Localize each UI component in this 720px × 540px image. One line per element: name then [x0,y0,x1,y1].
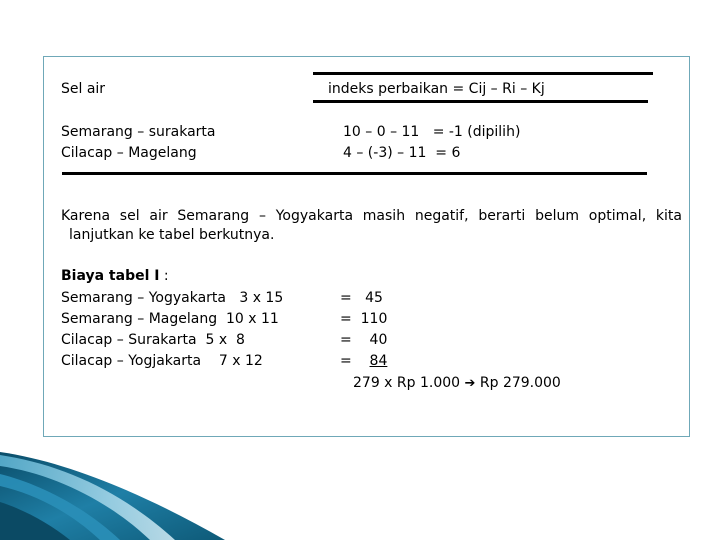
cost-route-3: Cilacap – Surakarta 5 x 8 [61,332,245,348]
row-route-2: Cilacap – Magelang [61,145,197,161]
paragraph-line-2: lanjutkan ke tabel berkutnya. [69,227,275,243]
cost-eq-2: = 110 [340,311,388,327]
row-calc-1: 10 – 0 – 11 = -1 (dipilih) [343,124,521,140]
bottom-rule [62,172,647,175]
top-rule [313,72,653,75]
row-route-1: Semarang – surakarta [61,124,216,140]
cost-eq-3: = 40 [340,332,388,348]
explanation-paragraph [61,207,682,245]
cost-total-left: 279 x Rp 1.000 [353,375,461,391]
cost-route-4: Cilacap – Yogjakarta 7 x 12 [61,353,263,369]
cost-eq-1: = 45 [340,290,383,306]
cost-route-1: Semarang – Yogyakarta 3 x 15 [61,290,284,306]
cost-title [61,268,169,285]
cost-title-rest: : [159,268,169,284]
header-left-label: Sel air [61,81,106,97]
cost-eq-4-prefix: = [340,353,370,369]
paragraph-line-1: Karena sel air Semarang – Yogyakarta masih negatif, berarti belum optimal, kita [61,208,682,224]
row-calc-2: 4 – (-3) – 11 = 6 [343,145,461,161]
header-rule [313,100,648,103]
decorative-swoosh [0,452,260,540]
cost-eq-4 [340,353,387,370]
cost-title-bold: Biaya tabel I [61,268,160,284]
header-right-label: indeks perbaikan = Cij – Ri – Kj [328,81,545,97]
cost-route-2: Semarang – Magelang 10 x 11 [61,311,279,327]
right-arrow-icon: ➔ [464,376,476,391]
cost-eq-4-value: 84 [369,353,388,369]
cost-total-right: Rp 279.000 [479,375,561,391]
cost-total [353,375,561,392]
